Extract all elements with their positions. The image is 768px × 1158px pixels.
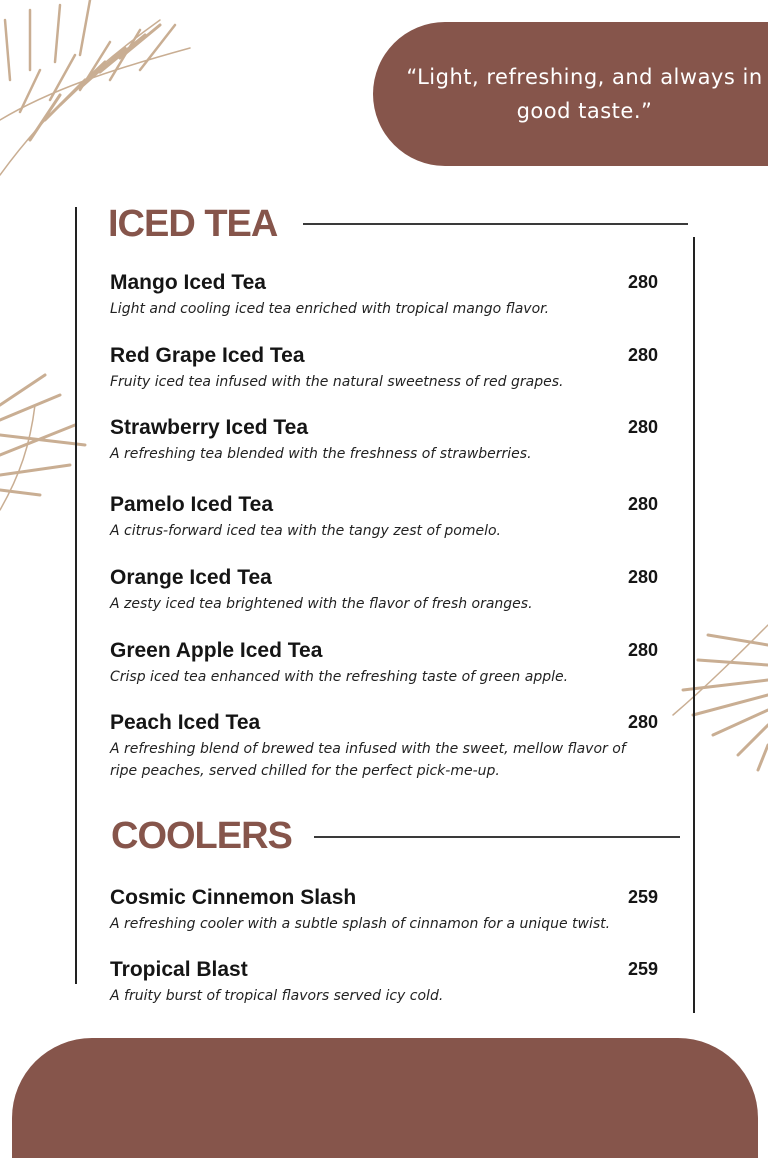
menu-item-price: 280: [627, 567, 658, 587]
menu-item-price: 280: [627, 640, 658, 660]
menu-item-name: Peach Iced Tea: [110, 711, 261, 734]
frame-line-left: [75, 207, 77, 984]
menu-item-description: A refreshing tea blended with the freshness of strawberries.: [110, 446, 532, 462]
menu-item: [110, 492, 658, 542]
section-title-iced-tea: ICED TEA: [108, 203, 278, 245]
menu-item: [110, 565, 658, 615]
palm-leaf-right: [668, 605, 768, 775]
menu-item: [110, 270, 658, 320]
menu-item-price: 280: [627, 272, 658, 292]
menu-item: [110, 415, 658, 465]
tagline-quote: “Light, refreshing, and always in good taste.”: [406, 65, 763, 123]
menu-item-name: Pamelo Iced Tea: [110, 493, 274, 516]
menu-item: [110, 710, 658, 782]
section-divider-coolers: [314, 836, 680, 838]
palm-leaf-top-left: [0, 0, 200, 180]
frame-line-right: [693, 237, 695, 1013]
menu-item-name: Strawberry Iced Tea: [110, 416, 309, 439]
menu-item-description: A refreshing blend of brewed tea infused with the sweet, mellow flavor of ripe peaches, served chilled for the perfect pick-me-up.: [110, 741, 626, 779]
menu-item-name: Orange Iced Tea: [110, 566, 272, 589]
menu-item-name: Green Apple Iced Tea: [110, 639, 323, 662]
menu-item: [110, 343, 658, 393]
menu-item-name: Red Grape Iced Tea: [110, 344, 305, 367]
menu-item: [110, 885, 658, 935]
menu-item-price: 280: [627, 345, 658, 365]
menu-item-description: A zesty iced tea brightened with the flavor of fresh oranges.: [110, 596, 533, 612]
section-title-coolers: COOLERS: [111, 815, 292, 857]
menu-item-description: A fruity burst of tropical flavors served icy cold.: [110, 988, 444, 1004]
menu-item-description: Fruity iced tea infused with the natural sweetness of red grapes.: [110, 374, 564, 390]
menu-item-name: Mango Iced Tea: [110, 271, 266, 294]
section-divider-iced-tea: [303, 223, 688, 225]
menu-item: [110, 638, 658, 688]
menu-item-description: Crisp iced tea enhanced with the refreshing taste of green apple.: [110, 669, 569, 685]
menu-item-name: Cosmic Cinnemon Slash: [110, 886, 357, 909]
menu-item: [110, 957, 658, 1007]
menu-item-price: 280: [627, 712, 658, 732]
footer-band: [12, 1038, 758, 1158]
menu-item-price: 259: [627, 887, 658, 907]
menu-item-description: Light and cooling iced tea enriched with tropical mango flavor.: [110, 301, 550, 317]
menu-item-price: 280: [627, 417, 658, 437]
menu-item-price: 280: [627, 494, 658, 514]
menu-item-name: Tropical Blast: [110, 958, 248, 981]
menu-item-price: 259: [627, 959, 658, 979]
menu-item-description: A refreshing cooler with a subtle splash of cinnamon for a unique twist.: [110, 916, 611, 932]
menu-item-description: A citrus-forward iced tea with the tangy zest of pomelo.: [110, 523, 502, 539]
quote-banner: [373, 22, 768, 166]
